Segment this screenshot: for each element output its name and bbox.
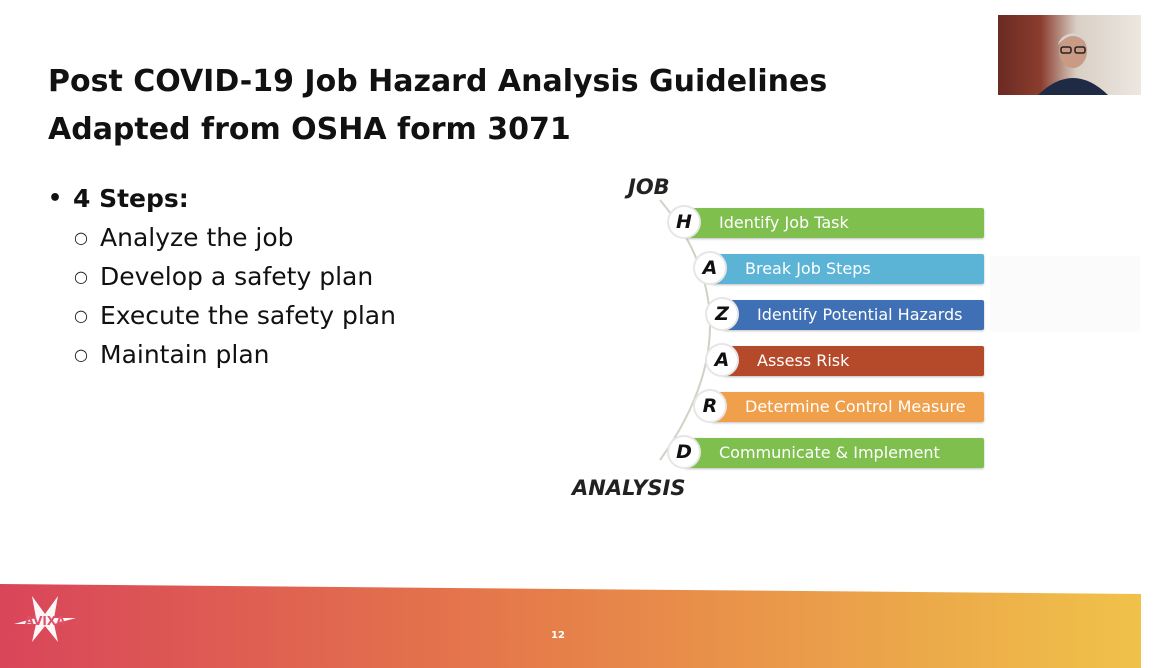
step-letter: R xyxy=(693,389,727,423)
page-number: 12 xyxy=(551,630,565,641)
sub-bullet-text: Analyze the job xyxy=(100,223,294,252)
title-line-2: Adapted from OSHA form 3071 xyxy=(48,112,571,147)
step-letter: H xyxy=(667,205,701,239)
step-bar: Assess Risk xyxy=(723,346,984,376)
sub-bullet xyxy=(48,296,568,335)
title-line-1: Post COVID-19 Job Hazard Analysis Guidelines xyxy=(48,64,828,99)
webcam-thumbnail[interactable] xyxy=(998,15,1141,95)
sub-bullet-text: Execute the safety plan xyxy=(100,301,396,330)
bullet-list xyxy=(48,178,568,374)
bullet-main-text: 4 Steps: xyxy=(73,183,189,213)
step-bar: Communicate & Implement xyxy=(685,438,984,468)
step-letter: D xyxy=(667,435,701,469)
sub-bullet-text: Maintain plan xyxy=(100,340,270,369)
hollow-circle-icon: ○ xyxy=(74,267,88,286)
step-letter: A xyxy=(705,343,739,377)
step-bar: Determine Control Measure xyxy=(711,392,984,422)
bullet-dot-icon: • xyxy=(48,185,63,211)
slide-title xyxy=(48,58,948,154)
avixa-logo xyxy=(14,594,76,644)
bullet-main xyxy=(48,178,568,218)
hollow-circle-icon: ○ xyxy=(74,228,88,247)
sub-bullet-text: Develop a safety plan xyxy=(100,262,374,291)
hollow-circle-icon: ○ xyxy=(74,306,88,325)
step-bar: Break Job Steps xyxy=(711,254,984,284)
svg-text:AVIXA: AVIXA xyxy=(24,614,66,628)
diagram-top-word: JOB xyxy=(628,175,670,199)
step-bar: Identify Job Task xyxy=(685,208,984,238)
sub-bullet xyxy=(48,218,568,257)
hazard-diagram xyxy=(560,170,1000,510)
footer-gradient xyxy=(0,578,1153,668)
step-letter: A xyxy=(693,251,727,285)
footer-band xyxy=(0,578,1153,668)
diagram-bottom-word: ANALYSIS xyxy=(572,476,686,500)
step-bar: Identify Potential Hazards xyxy=(723,300,984,330)
hollow-circle-icon: ○ xyxy=(74,345,88,364)
sub-bullet xyxy=(48,257,568,296)
faint-overlay xyxy=(990,256,1140,332)
step-letter: Z xyxy=(705,297,739,331)
presenter-video xyxy=(1038,23,1108,95)
sub-bullet xyxy=(48,335,568,374)
